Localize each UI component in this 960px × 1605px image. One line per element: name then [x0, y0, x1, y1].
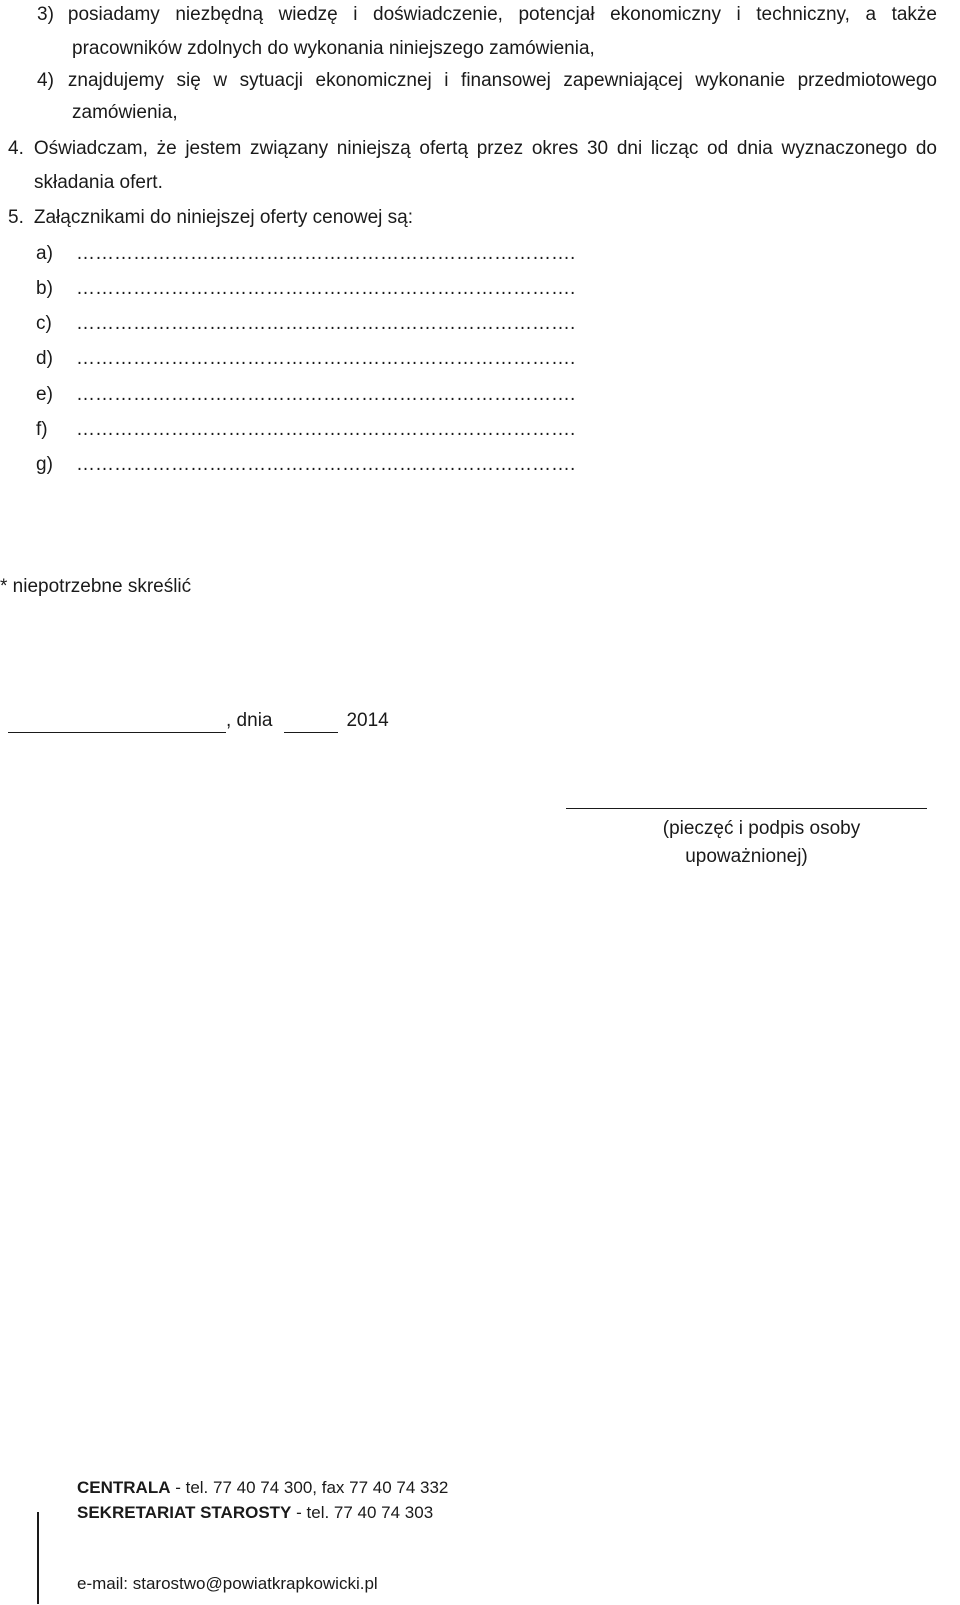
attachment-g-label: g) [36, 454, 53, 475]
attachment-g-dots: ……………………………………………………………………. [76, 454, 576, 475]
attachment-d-label: d) [36, 348, 53, 369]
item-4-text-line-1: znajdujemy się w sytuacji ekonomicznej i finansowej zapewniającej wykonanie przedmiotowego [67, 70, 937, 91]
item-4-number: 4) [37, 70, 54, 91]
item-3-text-line-1: posiadamy niezbędną wiedzę i doświadczenie, potencjał ekonomiczny i techniczny, a także [67, 4, 937, 25]
section-4-number: 4. [8, 138, 24, 159]
date-dnia-label: , dnia [226, 710, 273, 731]
attachment-e-dots: ……………………………………………………………………. [76, 384, 576, 405]
signature-line [566, 808, 927, 809]
attachment-f-label: f) [36, 419, 48, 440]
footer-sekretariat-text: - tel. 77 40 74 303 [291, 1503, 434, 1522]
section-5-text: Załącznikami do niniejszej oferty cenowej są: [33, 207, 413, 228]
footnote [0, 575, 191, 599]
attachment-d-dots: ……………………………………………………………………. [76, 348, 576, 369]
section-4-line-1 [8, 137, 937, 161]
section-4-line-2 [34, 171, 163, 195]
item-3-line-1 [37, 3, 937, 27]
attachment-a-dots: ……………………………………………………………………. [76, 243, 576, 264]
footer-sekretariat [77, 1502, 433, 1524]
section-4-text-line-2: składania ofert. [34, 172, 163, 193]
attachment-c-dots: ……………………………………………………………………. [76, 313, 576, 334]
date-blank[interactable] [284, 712, 338, 733]
item-4-text-line-2: zamówienia, [72, 102, 178, 123]
attachment-f [36, 418, 575, 442]
section-5-number: 5. [8, 207, 24, 228]
item-4-line-1 [37, 69, 937, 93]
item-3-text-line-2: pracowników zdolnych do wykonania niniejszego zamówienia, [72, 38, 595, 59]
item-3-number: 3) [37, 4, 54, 25]
attachment-b-label: b) [36, 278, 53, 299]
attachment-c-label: c) [36, 313, 52, 334]
signature-caption [566, 815, 927, 871]
attachment-g [36, 453, 575, 477]
item-3-line-2 [72, 37, 595, 61]
attachment-a [36, 242, 575, 266]
footer-sekretariat-label: SEKRETARIAT STAROSTY [77, 1503, 292, 1522]
date-line [8, 709, 389, 733]
attachment-b [36, 277, 575, 301]
section-5-heading [8, 206, 413, 230]
attachment-e-label: e) [36, 384, 53, 405]
signature-caption-line-1: (pieczęć i podpis osoby [662, 818, 861, 839]
footer-centrala [77, 1477, 448, 1499]
attachment-d [36, 347, 575, 371]
footnote-text: * niepotrzebne skreślić [0, 576, 192, 597]
footer-divider [37, 1512, 39, 1604]
section-4-text-line-1: Oświadczam, że jestem związany niniejszą ofertą przez okres 30 dni licząc od dnia wyznaczonego do [33, 138, 937, 159]
footer-centrala-label: CENTRALA [77, 1478, 171, 1497]
attachment-e [36, 383, 575, 407]
footer-email [77, 1573, 378, 1595]
attachment-b-dots: ……………………………………………………………………. [76, 278, 576, 299]
attachment-f-dots: ……………………………………………………………………. [76, 419, 576, 440]
item-4-line-2 [72, 101, 178, 125]
footer-centrala-text: - tel. 77 40 74 300, fax 77 40 74 332 [170, 1478, 449, 1497]
attachment-a-label: a) [36, 243, 53, 264]
place-blank[interactable] [8, 712, 226, 733]
footer-email-text: e-mail: starostwo@powiatkrapkowicki.pl [77, 1574, 378, 1593]
attachment-c [36, 312, 575, 336]
date-year: 2014 [346, 710, 389, 731]
signature-caption-line-2: upoważnionej) [685, 846, 808, 867]
